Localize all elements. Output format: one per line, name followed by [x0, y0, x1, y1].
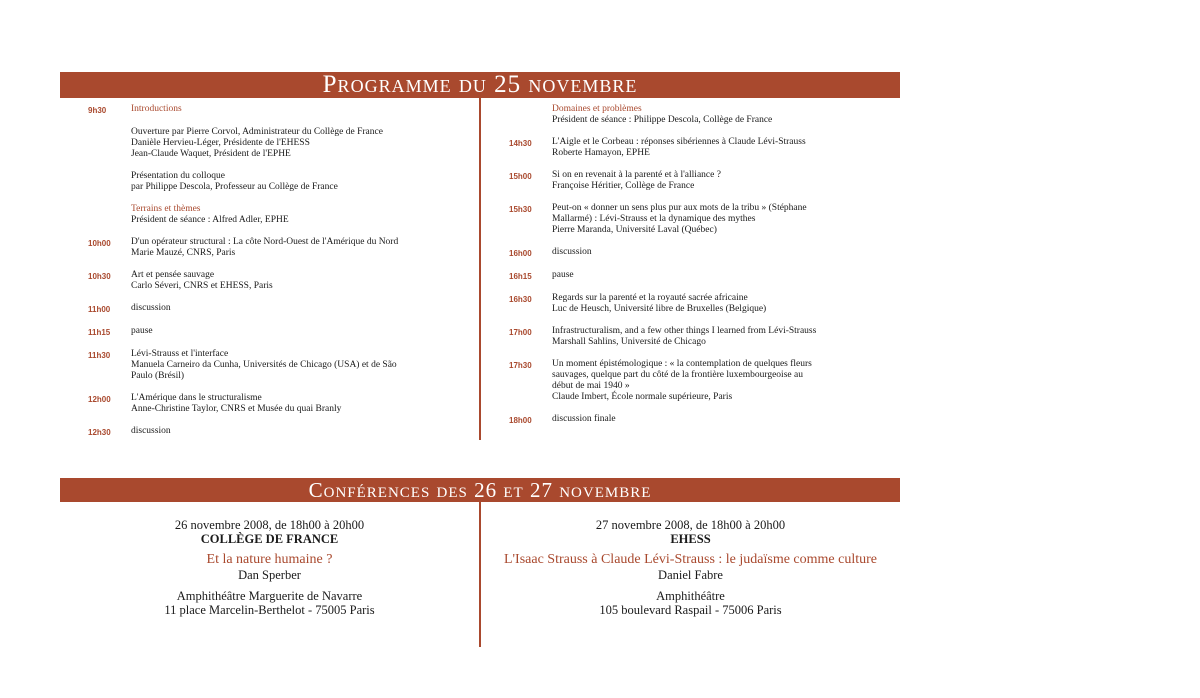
session-description [552, 203, 889, 236]
conference-place: COLLÈGE DE FRANCE [200, 532, 339, 546]
session-time: 12h30 [88, 428, 111, 437]
session-line: Infrastructuralism, and a few other things I learned from Lévi-Strauss [552, 326, 817, 336]
session-line: Manuela Carneiro da Cunha, Universités de Chicago (USA) et de São [131, 360, 397, 370]
session-time: 17h30 [509, 361, 532, 370]
programme-item [88, 237, 473, 259]
session-line: Carlo Séveri, CNRS et EHESS, Paris [131, 281, 273, 291]
conference-title: Et la nature humaine ? [206, 552, 333, 567]
session-line: Claude Imbert, École normale supérieure, Paris [552, 392, 733, 402]
session-line: discussion [131, 303, 171, 313]
session-line: Peut-on « donner un sens plus pur aux mots de la tribu » (Stéphane [552, 203, 807, 213]
session-line: Luc de Heusch, Université libre de Bruxelles (Belgique) [552, 304, 767, 314]
session-line: Pierre Maranda, Université Laval (Québec) [552, 225, 717, 235]
session-description [131, 104, 473, 116]
programme-title: Programme du 25 novembre [60, 72, 900, 98]
programme-afternoon-column [509, 104, 889, 437]
programme-item [509, 326, 889, 348]
programme-item [88, 270, 473, 292]
conference-address: 11 place Marcelin-Berthelot - 75005 Paris [164, 603, 375, 617]
session-line: Lévi-Strauss et l'interface [131, 349, 229, 359]
session-time: 15h00 [509, 172, 532, 181]
session-description [131, 326, 473, 338]
session-line: Jean-Claude Waquet, Président de l'EPHE [131, 149, 291, 159]
session-line: Anne-Christine Taylor, CNRS et Musée du quai Branly [131, 404, 342, 414]
session-time: 11h15 [88, 328, 111, 337]
session-line: discussion [131, 426, 171, 436]
session-line: Ouverture par Pierre Corvol, Administrateur du Collège de France [131, 127, 383, 137]
session-description [552, 359, 889, 403]
session-line: Marshall Sahlins, Université de Chicago [552, 337, 706, 347]
conference-speaker: Daniel Fabre [658, 568, 723, 582]
session-time: 15h30 [509, 205, 532, 214]
session-description [552, 170, 889, 192]
session-description [131, 171, 473, 193]
session-time: 12h00 [88, 395, 111, 404]
session-description [131, 303, 473, 315]
session-line: Françoise Héritier, Collège de France [552, 181, 695, 191]
session-line: Danièle Hervieu-Léger, Présidente de l'EHESS [131, 138, 310, 148]
programme-item [88, 326, 473, 338]
session-description [131, 127, 473, 160]
programme-item [509, 104, 889, 126]
programme-item [509, 203, 889, 236]
session-line: Si on en revenait à la parenté et à l'alliance ? [552, 170, 721, 180]
session-line: Regards sur la parenté et la royauté sacrée africaine [552, 293, 748, 303]
session-description [552, 247, 889, 259]
session-line: Un moment épistémologique : « la contemplation de quelques fleurs [552, 359, 812, 369]
column-divider [479, 98, 481, 440]
session-line: par Philippe Descola, Professeur au Collège de France [131, 182, 338, 192]
session-description [131, 393, 473, 415]
programme-item [509, 170, 889, 192]
session-heading: Terrains et thèmes [131, 204, 201, 214]
conference-date: 27 novembre 2008, de 18h00 à 20h00 [595, 518, 786, 532]
programme-item [88, 393, 473, 415]
programme-item [88, 171, 473, 193]
programme-item [88, 204, 473, 226]
session-time: 16h30 [509, 295, 532, 304]
session-line: discussion [552, 247, 592, 257]
programme-item [509, 270, 889, 282]
session-line: Paulo (Brésil) [131, 371, 185, 381]
session-line: Président de séance : Philippe Descola, Collège de France [552, 115, 773, 125]
session-description [552, 414, 889, 426]
session-heading: Domaines et problèmes [552, 104, 642, 114]
session-description [552, 270, 889, 282]
session-line: pause [131, 326, 153, 336]
conference-date: 26 novembre 2008, de 18h00 à 20h00 [174, 518, 365, 532]
session-line: pause [552, 270, 574, 280]
conference-college-de-france [60, 518, 479, 617]
programme-item [88, 303, 473, 315]
session-time [88, 127, 131, 160]
session-time: 9h30 [88, 106, 107, 115]
session-line: Mallarmé) : Lévi-Strauss et la dynamique des mythes [552, 214, 756, 224]
session-line: Marie Mauzé, CNRS, Paris [131, 248, 236, 258]
programme-item [509, 414, 889, 426]
session-line: sauvages, quelque part du côté de la frontière luxembourgeoise au [552, 370, 803, 380]
conference-ehess [481, 518, 900, 617]
session-time: 11h00 [88, 305, 111, 314]
programme-morning-column [88, 104, 473, 449]
session-line: discussion finale [552, 414, 616, 424]
session-line: début de mai 1940 » [552, 381, 630, 391]
programme-item [88, 349, 473, 382]
conference-room: Amphithéâtre [656, 589, 725, 603]
session-time [88, 204, 131, 226]
session-description [552, 104, 889, 126]
session-description [131, 270, 473, 292]
session-heading: Introductions [131, 104, 182, 114]
session-line: Roberte Hamayon, EPHE [552, 148, 650, 158]
programme-item [509, 359, 889, 403]
session-description [552, 293, 889, 315]
conferences-title: Conférences des 26 et 27 novembre [60, 478, 900, 502]
session-time [509, 104, 552, 126]
conference-speaker: Dan Sperber [238, 568, 301, 582]
session-time: 11h30 [88, 351, 111, 360]
programme-item [88, 104, 473, 116]
programme-item [88, 127, 473, 160]
session-time: 10h00 [88, 239, 111, 248]
session-description [552, 137, 889, 159]
session-line: Présentation du colloque [131, 171, 225, 181]
session-line: D'un opérateur structural : La côte Nord-Ouest de l'Amérique du Nord [131, 237, 399, 247]
conference-title: L'Isaac Strauss à Claude Lévi-Strauss : le judaïsme comme culture [503, 552, 878, 567]
programme-item [509, 137, 889, 159]
session-description [131, 426, 473, 438]
conference-place: EHESS [670, 532, 711, 546]
session-time: 16h00 [509, 249, 532, 258]
session-description [552, 326, 889, 348]
session-line: Art et pensée sauvage [131, 270, 215, 280]
conference-room: Amphithéâtre Marguerite de Navarre [176, 589, 363, 603]
session-description [131, 204, 473, 226]
session-description [131, 349, 473, 382]
session-time: 10h30 [88, 272, 111, 281]
session-time: 18h00 [509, 416, 532, 425]
session-time [88, 171, 131, 193]
session-description [131, 237, 473, 259]
session-line: Président de séance : Alfred Adler, EPHE [131, 215, 289, 225]
programme-item [88, 426, 473, 438]
programme-item [509, 293, 889, 315]
programme-item [509, 247, 889, 259]
conference-address: 105 boulevard Raspail - 75006 Paris [599, 603, 782, 617]
session-time: 17h00 [509, 328, 532, 337]
session-line: L'Amérique dans le structuralisme [131, 393, 262, 403]
session-line: L'Aigle et le Corbeau : réponses sibériennes à Claude Lévi-Strauss [552, 137, 806, 147]
session-time: 16h15 [509, 272, 532, 281]
session-time: 14h30 [509, 139, 532, 148]
